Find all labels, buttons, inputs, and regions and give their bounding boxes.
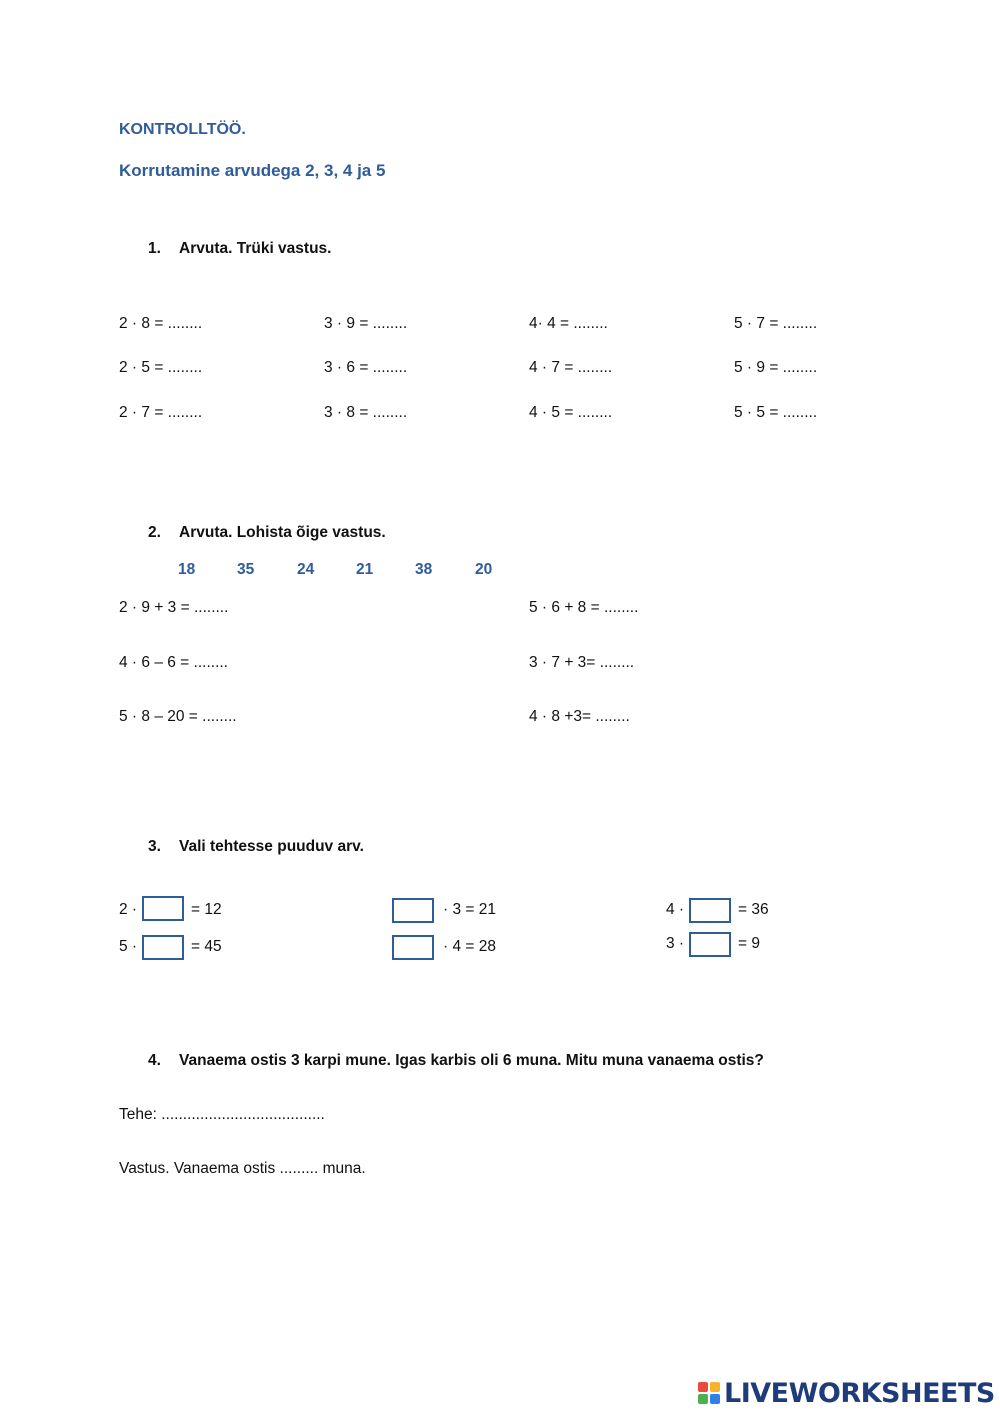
logo-square-icon xyxy=(710,1382,720,1392)
logo-square-icon xyxy=(698,1382,708,1392)
q2-drop-equation[interactable]: 3 · 7 + 3= ........ xyxy=(529,654,635,671)
q3-answer-select[interactable] xyxy=(392,935,434,960)
q2-drop-equation[interactable]: 5 · 6 + 8 = ........ xyxy=(529,599,639,616)
q2-number: 2. xyxy=(148,524,161,541)
q1-equation[interactable]: 2 · 8 = ........ xyxy=(119,315,203,332)
q3-answer-select[interactable] xyxy=(142,935,184,960)
q1-number: 1. xyxy=(148,240,161,257)
drag-option[interactable]: 21 xyxy=(356,561,374,578)
q2-text: Arvuta. Lohista õige vastus. xyxy=(179,524,386,541)
drag-option[interactable]: 20 xyxy=(475,561,493,578)
q3-prefix: 3 · xyxy=(666,935,685,952)
q1-equation[interactable]: 5 · 9 = ........ xyxy=(734,359,818,376)
drag-option[interactable]: 24 xyxy=(297,561,315,578)
q2-drop-equation[interactable]: 4 · 8 +3= ........ xyxy=(529,708,630,725)
q4-text: Vanaema ostis 3 karpi mune. Igas karbis oli 6 muna. Mitu muna vanaema ostis? xyxy=(179,1052,764,1069)
q3-suffix: = 45 xyxy=(191,938,222,955)
q1-equation[interactable]: 4· 4 = ........ xyxy=(529,315,608,332)
q3-suffix: · 3 = 21 xyxy=(443,901,496,918)
q1-equation[interactable]: 4 · 5 = ........ xyxy=(529,404,613,421)
q1-equation[interactable]: 2 · 7 = ........ xyxy=(119,404,203,421)
q1-equation[interactable]: 5 · 7 = ........ xyxy=(734,315,818,332)
q3-answer-select[interactable] xyxy=(142,896,184,921)
logo-square-icon xyxy=(698,1394,708,1404)
q3-prefix: 2 · xyxy=(119,901,138,918)
logo-square-icon xyxy=(710,1394,720,1404)
page-title: KONTROLLTÖÖ. xyxy=(119,121,246,138)
q3-suffix: = 12 xyxy=(191,901,222,918)
q3-suffix: · 4 = 28 xyxy=(443,938,496,955)
q1-equation[interactable]: 3 · 8 = ........ xyxy=(324,404,408,421)
drag-option[interactable]: 18 xyxy=(178,561,196,578)
q3-number: 3. xyxy=(148,838,161,855)
liveworksheets-logo xyxy=(698,1377,995,1409)
q1-text: Arvuta. Trüki vastus. xyxy=(179,240,332,257)
q1-equation[interactable]: 4 · 7 = ........ xyxy=(529,359,613,376)
q2-drop-equation[interactable]: 5 · 8 – 20 = ........ xyxy=(119,708,237,725)
q2-drop-equation[interactable]: 2 · 9 + 3 = ........ xyxy=(119,599,229,616)
page-subtitle: Korrutamine arvudega 2, 3, 4 ja 5 xyxy=(119,161,386,180)
q3-answer-select[interactable] xyxy=(392,898,434,923)
q1-equation[interactable]: 5 · 5 = ........ xyxy=(734,404,818,421)
q3-suffix: = 9 xyxy=(738,935,760,952)
q4-number: 4. xyxy=(148,1052,161,1069)
q1-equation[interactable]: 3 · 9 = ........ xyxy=(324,315,408,332)
q3-answer-select[interactable] xyxy=(689,898,731,923)
q3-text: Vali tehtesse puuduv arv. xyxy=(179,838,364,855)
q3-suffix: = 36 xyxy=(738,901,769,918)
logo-mark-icon xyxy=(698,1382,720,1404)
q3-prefix: 4 · xyxy=(666,901,685,918)
q3-answer-select[interactable] xyxy=(689,932,731,957)
q2-drop-equation[interactable]: 4 · 6 – 6 = ........ xyxy=(119,654,228,671)
q4-tehe-line[interactable]: Tehe: ...................................... xyxy=(119,1106,325,1123)
q1-equation[interactable]: 3 · 6 = ........ xyxy=(324,359,408,376)
logo-text: LIVEWORKSHEETS xyxy=(724,1377,995,1409)
q4-vastus-line[interactable]: Vastus. Vanaema ostis ......... muna. xyxy=(119,1160,366,1177)
drag-option[interactable]: 35 xyxy=(237,561,255,578)
drag-option[interactable]: 38 xyxy=(415,561,433,578)
q3-prefix: 5 · xyxy=(119,938,138,955)
q1-equation[interactable]: 2 · 5 = ........ xyxy=(119,359,203,376)
